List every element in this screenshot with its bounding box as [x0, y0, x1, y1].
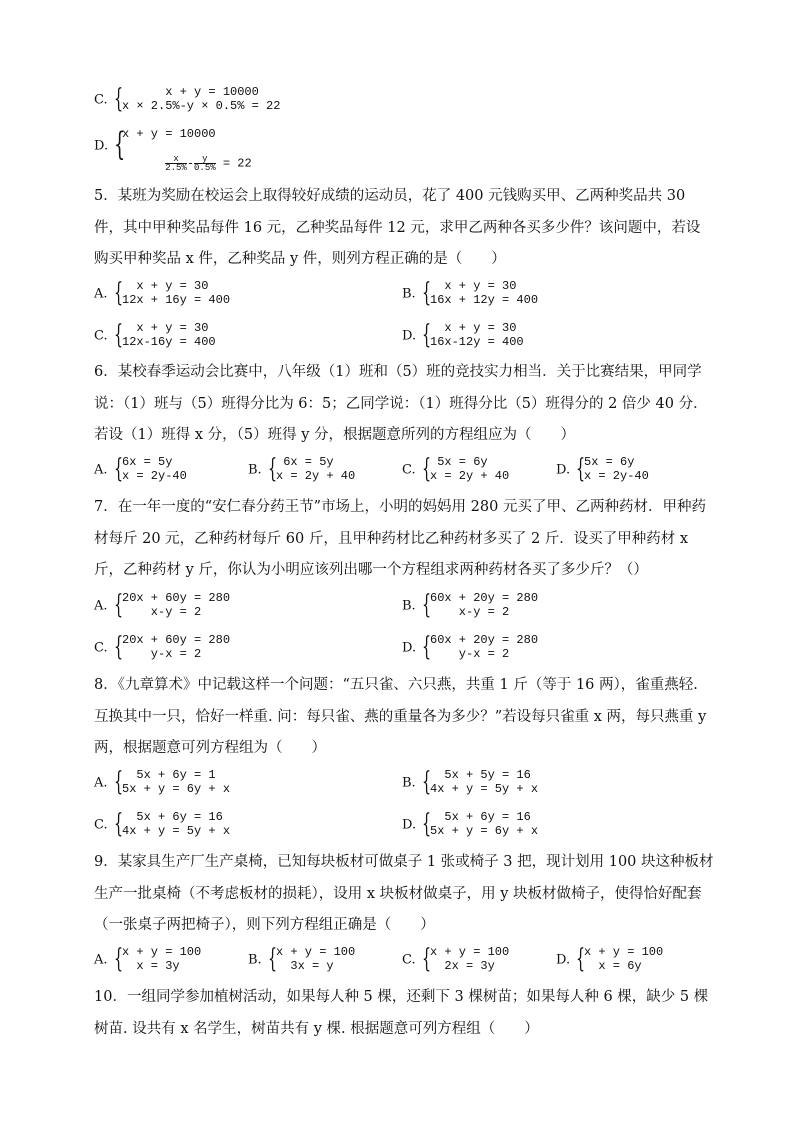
brace: {: [422, 767, 432, 797]
brace: {: [422, 809, 432, 839]
q5-option-c: [94, 322, 354, 350]
equation-1: 5x = 6y: [430, 455, 488, 469]
q7-option-a: [94, 592, 354, 620]
option-label: A.: [94, 598, 108, 614]
equation-2: 16x-12y = 400: [430, 335, 524, 349]
equation-2: 5x + y = 6y + x: [430, 824, 539, 838]
option-label: C.: [402, 952, 416, 968]
brace: {: [114, 632, 124, 662]
brace: {: [422, 320, 432, 350]
brace: {: [422, 944, 432, 974]
q8-option-d: [402, 811, 662, 839]
brace: {: [576, 944, 586, 974]
q9-option-b: [248, 946, 398, 974]
question-9: 9．某家具生产厂生产桌椅，已知每块板材可做桌子 1 张或椅子 3 把，现计划用 100 块这种板材生产一批桌椅（不考虑板材的损耗），设用 x 块板材做桌子，用 y 块板材做椅子，使得恰好配套（一张桌子两把椅子），则下列方程组正确是（ ）: [94, 854, 714, 933]
question-6: 6．某校春季运动会比赛中，八年级（1）班和（5）班的竞技实力相当．关于比赛结果，甲同学说：（1）班与（5）班得分比为 6：5；乙同学说：（1）班得分比（5）班得分的 2 倍少 40 分．若设（1）班得 x 分，（5）班得 y 分，根据题意所列的方程组应为（ ）: [94, 364, 708, 443]
q7-option-d: [402, 634, 662, 662]
q7-option-b: [402, 592, 662, 620]
equation-2: 4x + y = 5y + x: [122, 824, 231, 838]
q5-option-d: [402, 322, 662, 350]
q9-option-d: [556, 946, 706, 974]
q8-option-b: [402, 769, 662, 797]
question-10: 10．一组同学参加植树活动，如果每人种 5 棵，还剩下 3 棵树苗；如果每人种 6 棵，缺少 5 棵树苗. 设共有 x 名学生，树苗共有 y 棵. 根据题意可列方程组（ ）: [94, 989, 709, 1037]
q9-option-c: [402, 946, 552, 974]
option-label: C.: [94, 640, 108, 656]
equation-2: 5x + y = 6y + x: [122, 782, 231, 796]
option-label: B.: [402, 286, 416, 302]
equation-2: x-y = 2: [430, 605, 510, 619]
q4-option-c: [94, 86, 354, 114]
option-label: B.: [402, 598, 416, 614]
brace: {: [422, 278, 432, 308]
option-label: C.: [94, 92, 108, 108]
q6-option-c: [402, 456, 552, 484]
q9-option-a: [94, 946, 244, 974]
equation-1: x + y = 10000: [122, 127, 216, 141]
equation-2: x = 3y: [122, 959, 180, 973]
equation-1: x + y = 100: [276, 945, 356, 959]
brace: {: [422, 632, 432, 662]
q6-option-a: [94, 456, 244, 484]
equation-2: y-x = 2: [122, 647, 202, 661]
question-8: 8．《九章算术》中记载这样一个问题：“五只雀、六只燕，共重 1 斤（等于 16 两），雀重燕轻. 互换其中一只，恰好一样重. 问：每只雀、燕的重量各为多少？”若设每只雀重 x 两，每只燕重 y 两，根据题意可列方程组为（ ）: [94, 677, 707, 756]
brace: {: [422, 454, 432, 484]
question-7: 7．在一年一度的“安仁春分药王节”市场上，小明的妈妈用 280 元买了甲、乙两种药材．甲种药材每斤 20 元，乙种药材每斤 60 斤，且甲种药材比乙种药材多买了 2 斤．设买了甲种药材 x 斤，乙种药材 y 斤，你认为小明应该列出哪一个方程组求两种药材各买了多少斤？（）: [94, 499, 706, 578]
option-label: A.: [94, 462, 108, 478]
equation-2: x = 2y + 40: [430, 469, 510, 483]
question-5: 5．某班为奖励在校运会上取得较好成绩的运动员，花了 400 元钱购买甲、乙两种奖品共 30 件，其中甲种奖品每件 16 元，乙种奖品每件 12 元，求甲乙两种各买多少件？该问题中，若设购买甲种奖品 x 件，乙种奖品 y 件，则列方程正确的是（ ）: [94, 188, 701, 267]
option-label: B.: [402, 775, 416, 791]
brace: {: [268, 944, 278, 974]
option-label: D.: [556, 952, 571, 968]
equation-1: 5x + 5y = 16: [430, 768, 531, 782]
equation-1: x + y = 30: [122, 279, 209, 293]
brace: {: [114, 767, 124, 797]
equation-1: x + y = 30: [430, 321, 517, 335]
equation-1: 6x = 5y: [122, 455, 173, 469]
equation-2: 2x = 3y: [430, 959, 495, 973]
equation-2: 4x + y = 5y + x: [430, 782, 539, 796]
option-label: D.: [402, 328, 417, 344]
q8-option-c: [94, 811, 354, 839]
fraction-2: $\frac{y}{0.5\%}$: [194, 154, 216, 173]
equation-1: 60x + 20y = 280: [430, 633, 539, 647]
fraction-1: $\frac{x}{2.5\%}$: [165, 154, 187, 173]
brace: {: [114, 454, 124, 484]
equation-2: 12x + 16y = 400: [122, 293, 231, 307]
option-label: B.: [248, 952, 262, 968]
option-label: A.: [94, 286, 108, 302]
equation-1: 60x + 20y = 280: [430, 591, 539, 605]
option-label: C.: [402, 462, 416, 478]
option-label: D.: [556, 462, 571, 478]
equation-2: $\frac{x}{2.5\%}$ - $\frac{y}{0.5\%}$ = 22: [165, 154, 252, 173]
equation-1: 5x + 6y = 16: [122, 810, 223, 824]
q6-option-b: [248, 456, 398, 484]
brace: {: [114, 944, 124, 974]
equation-1: 20x + 60y = 280: [122, 591, 231, 605]
equation-1: x + y = 30: [430, 279, 517, 293]
equation-1: 5x = 6y: [584, 455, 635, 469]
equation-2: x × 2.5%-y × 0.5% = 22: [122, 99, 281, 113]
equation-1: 20x + 60y = 280: [122, 633, 231, 647]
equation-1: x + y = 100: [430, 945, 510, 959]
equation-2: x = 6y: [584, 959, 642, 973]
brace: {: [114, 590, 124, 620]
option-label: D.: [402, 640, 417, 656]
option-label: A.: [94, 952, 108, 968]
equation-1: x + y = 100: [122, 945, 202, 959]
equation-1: x + y = 100: [584, 945, 664, 959]
equation-2: 12x-16y = 400: [122, 335, 216, 349]
option-label: A.: [94, 775, 108, 791]
equation-1: 6x = 5y: [276, 455, 334, 469]
brace: {: [114, 278, 124, 308]
option-label: D.: [402, 817, 417, 833]
brace: {: [114, 320, 124, 350]
equation-2: x = 2y-40: [122, 469, 187, 483]
option-label: D.: [94, 138, 109, 154]
q5-option-b: [402, 280, 662, 308]
option-label: B.: [248, 462, 262, 478]
option-label: C.: [94, 817, 108, 833]
brace: {: [114, 125, 126, 163]
equation-1: x + y = 30: [122, 321, 209, 335]
q5-option-a: [94, 280, 354, 308]
brace: {: [114, 84, 124, 114]
brace: {: [268, 454, 278, 484]
equation-2: x-y = 2: [122, 605, 202, 619]
q4-option-d: [94, 125, 354, 173]
equation-2: 3x = y: [276, 959, 334, 973]
equation-1: 5x + 6y = 16: [430, 810, 531, 824]
equation-2: x = 2y-40: [584, 469, 649, 483]
equation-2: y-x = 2: [430, 647, 510, 661]
equation-2: 16x + 12y = 400: [430, 293, 539, 307]
brace: {: [576, 454, 586, 484]
q6-option-d: [556, 456, 706, 484]
equation-1: 5x + 6y = 1: [122, 768, 216, 782]
equation-2: x = 2y + 40: [276, 469, 356, 483]
q8-option-a: [94, 769, 354, 797]
brace: {: [422, 590, 432, 620]
q7-option-c: [94, 634, 354, 662]
option-label: C.: [94, 328, 108, 344]
equation-1: x + y = 10000: [122, 85, 259, 99]
brace: {: [114, 809, 124, 839]
